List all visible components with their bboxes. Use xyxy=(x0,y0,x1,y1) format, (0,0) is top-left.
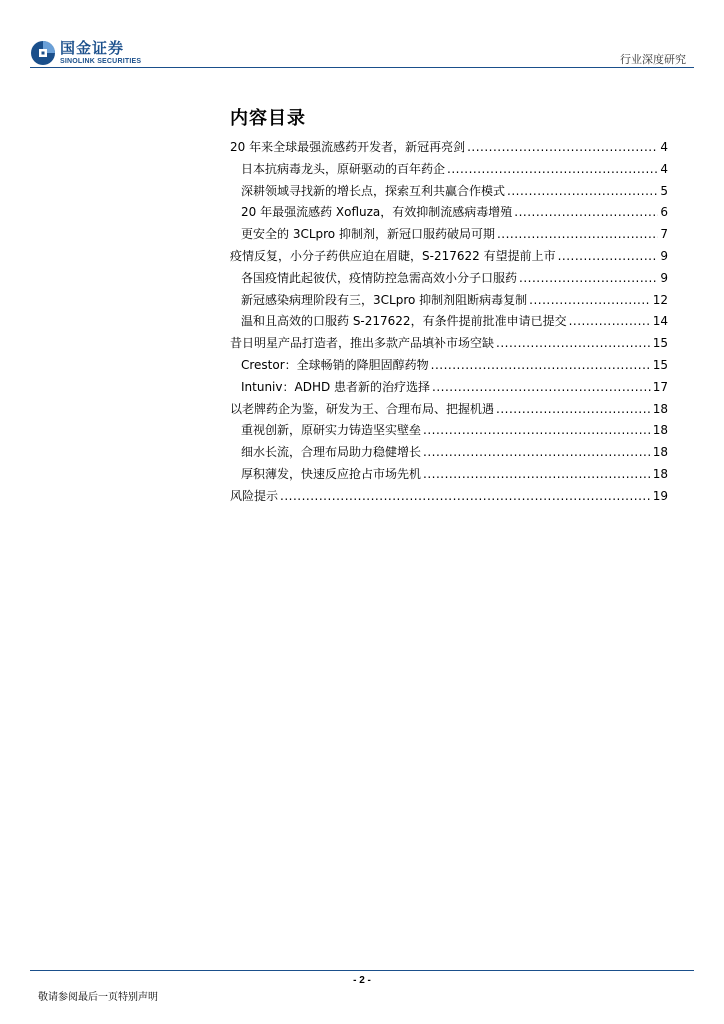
toc-dot-leader xyxy=(529,293,651,307)
toc-subsection-entry[interactable] xyxy=(230,356,668,378)
toc-subsection-entry[interactable] xyxy=(230,421,668,443)
toc-dot-leader xyxy=(497,227,658,241)
toc-entry-text: 以老牌药企为鉴，研发为王、合理布局、把握机遇 xyxy=(230,401,495,416)
toc-entry-text: 各国疫情此起彼伏，疫情防控急需高效小分子口服药 xyxy=(241,270,518,285)
toc-entry-text: Crestor：全球畅销的降胆固醇药物 xyxy=(241,357,429,372)
logo-english-name: SINOLINK SECURITIES xyxy=(60,58,142,65)
toc-dot-leader xyxy=(423,467,651,481)
toc-entry-text: 更安全的 3CLpro 抑制剂，新冠口服药破局可期 xyxy=(241,227,495,242)
sinolink-logo-icon xyxy=(30,40,56,66)
footer-disclaimer: 敬请参阅最后一页特别声明 xyxy=(38,992,158,1003)
toc-subsection-entry[interactable] xyxy=(230,160,668,182)
toc-page-number: 9 xyxy=(660,248,668,263)
toc-dot-leader xyxy=(447,162,658,176)
toc-entry-text: 温和且高效的口服药 S-217622，有条件提前批准申请已提交 xyxy=(241,314,567,329)
report-type-label: 行业深度研究 xyxy=(620,53,686,66)
toc-entry-text: Intuniv：ADHD 患者新的治疗选择 xyxy=(241,379,431,394)
toc-page-number: 15 xyxy=(652,336,668,351)
toc-page-number: 9 xyxy=(660,270,668,285)
toc-subsection-entry[interactable] xyxy=(230,203,668,225)
toc-section-entry[interactable] xyxy=(230,138,668,160)
toc-dot-leader xyxy=(569,314,651,328)
toc-page-number: 15 xyxy=(652,357,668,372)
toc-dot-leader xyxy=(558,249,659,263)
toc-dot-leader xyxy=(496,336,651,350)
page-number: - 2 - xyxy=(353,975,371,986)
toc-entry-text: 疫情反复，小分子药供应迫在眉睫，S-217622 有望提前上市 xyxy=(230,248,556,263)
toc-page-number: 5 xyxy=(660,183,668,198)
toc-section-entry[interactable] xyxy=(230,400,668,422)
toc-dot-leader xyxy=(519,271,658,285)
toc-entry-text: 昔日明星产品打造者，推出多款产品填补市场空缺 xyxy=(230,336,495,351)
toc-dot-leader xyxy=(467,140,658,154)
toc-page-number: 4 xyxy=(660,140,668,154)
toc-section-entry[interactable] xyxy=(230,487,668,509)
toc-entry-text: 日本抗病毒龙头，原研驱动的百年药企 xyxy=(241,161,446,176)
toc-entry-text: 风险提示 xyxy=(230,488,279,503)
toc-dot-leader xyxy=(423,423,651,437)
toc-subsection-entry[interactable] xyxy=(230,182,668,204)
toc-page-number: 12 xyxy=(652,292,668,307)
toc-subsection-entry[interactable] xyxy=(230,312,668,334)
toc-subsection-entry[interactable] xyxy=(230,225,668,247)
toc-page-number: 18 xyxy=(652,423,668,438)
table-of-contents xyxy=(230,138,668,509)
toc-subsection-entry[interactable] xyxy=(230,291,668,313)
toc-page-number: 14 xyxy=(652,314,668,329)
toc-page-number: 18 xyxy=(652,445,668,460)
toc-entry-text: 深耕领域寻找新的增长点，探索互利共赢合作模式 xyxy=(241,183,506,198)
toc-subsection-entry[interactable] xyxy=(230,465,668,487)
toc-dot-leader xyxy=(514,205,658,219)
toc-entry-text: 重视创新，原研实力铸造坚实壁垒 xyxy=(241,423,422,438)
toc-entry-text: 细水长流，合理布局助力稳健增长 xyxy=(241,445,422,460)
toc-page-number: 18 xyxy=(652,466,668,481)
toc-title: 内容目录 xyxy=(230,108,306,129)
toc-dot-leader xyxy=(431,358,651,372)
logo-chinese-name: 国金证券 xyxy=(60,39,125,57)
toc-entry-text: 厚积薄发，快速反应抢占市场先机 xyxy=(241,466,422,481)
toc-section-entry[interactable] xyxy=(230,247,668,269)
toc-page-number: 6 xyxy=(660,205,668,220)
toc-subsection-entry[interactable] xyxy=(230,443,668,465)
header-divider xyxy=(30,67,694,68)
toc-entry-text: 20 年最强流感药 Xofluza，有效抑制流感病毒增殖 xyxy=(241,205,513,220)
toc-entry-text: 新冠感染病理阶段有三，3CLpro 抑制剂阻断病毒复制 xyxy=(241,292,528,307)
toc-entry-text: 20 年来全球最强流感药开发者，新冠再亮剑 xyxy=(230,140,466,154)
toc-section-entry[interactable] xyxy=(230,334,668,356)
toc-subsection-entry[interactable] xyxy=(230,378,668,400)
toc-subsection-entry[interactable] xyxy=(230,269,668,291)
toc-page-number: 17 xyxy=(652,379,668,394)
toc-dot-leader xyxy=(496,402,651,416)
toc-page-number: 4 xyxy=(660,161,668,176)
toc-page-number: 18 xyxy=(652,401,668,416)
sinolink-logo xyxy=(30,40,141,66)
toc-page-number: 7 xyxy=(660,227,668,242)
toc-dot-leader xyxy=(423,445,651,459)
toc-page-number: 19 xyxy=(652,488,668,503)
footer-divider xyxy=(30,970,694,971)
page-header xyxy=(0,0,724,70)
toc-dot-leader xyxy=(432,380,651,394)
toc-dot-leader xyxy=(507,184,658,198)
toc-dot-leader xyxy=(280,489,651,503)
